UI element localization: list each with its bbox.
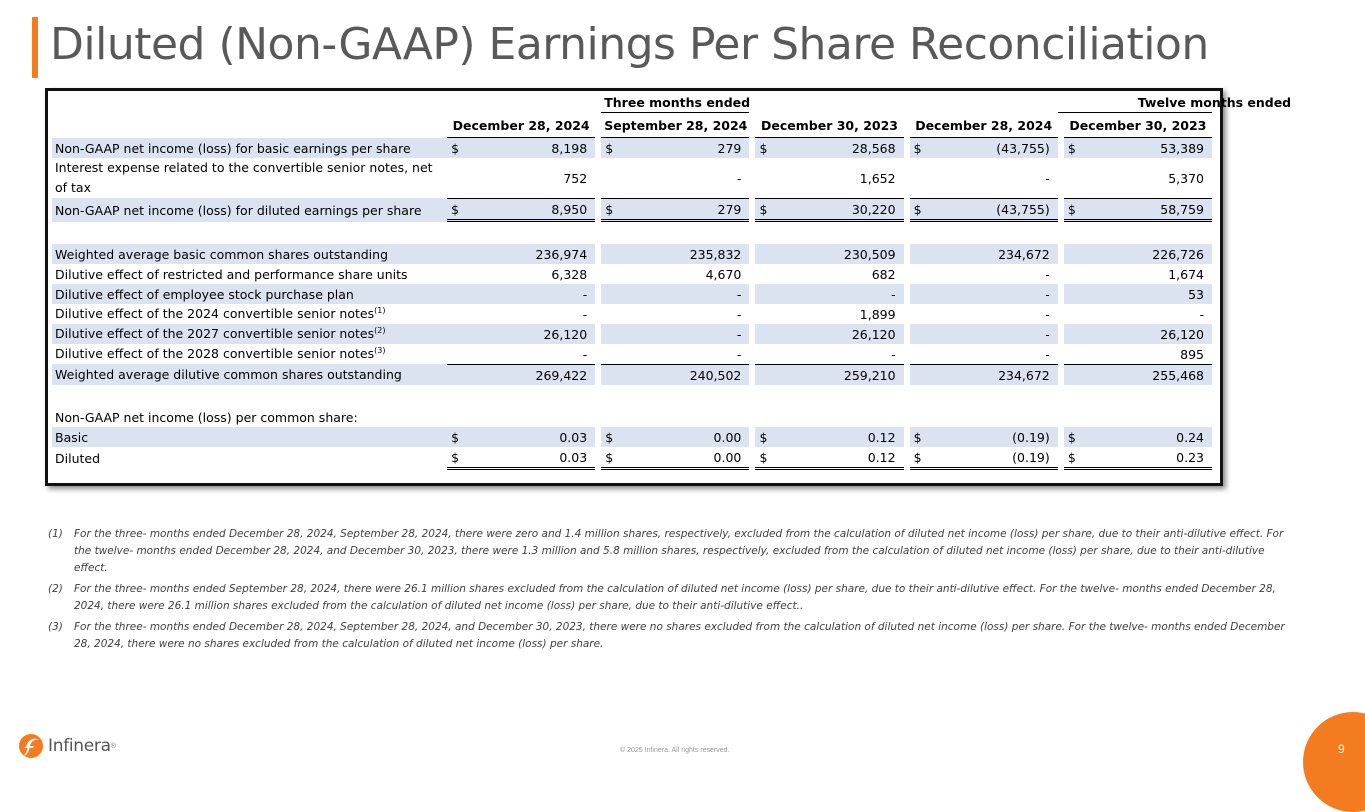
table-row — [52, 244, 1212, 264]
footnote-text: For the three- months ended December 28, 2024, September 28, 2024, and December 30, 2023, there were no shares excluded from the calculation of diluted net income (loss) per share. For the twelve- months ended December 28, 2024, there were no shares excluded from the calculation of diluted net income (loss) per share. — [74, 621, 1285, 650]
row-label: Dilutive effect of restricted and performance share units — [55, 266, 408, 282]
table-cell: 1,674 — [1168, 266, 1204, 282]
footnote-text: For the three- months ended December 28, 2024, September 28, 2024, there were zero and 1.4 million shares, respectively, excluded from the calculation of diluted net income (loss) per share, due to their anti-dilutive effect. For the twelve- months ended December 28, 2024, and December 30, 2023, there were 1.3 million and 5.8 million shares, respectively, excluded from the calculation of diluted net income (loss) per share, due to their anti-dilutive effect. — [74, 528, 1284, 574]
table-row — [52, 158, 1212, 198]
table-row — [52, 138, 1212, 158]
table-cell: - — [736, 346, 742, 362]
table-cell: - — [736, 306, 742, 322]
table-cell — [910, 407, 1058, 427]
table-cell: 259,210 — [755, 364, 903, 385]
table-cell: $ 53,389 — [1064, 138, 1212, 158]
row-label: Dilutive effect of employee stock purchase plan — [52, 284, 447, 304]
row-label: Weighted average basic common shares outstanding — [52, 244, 447, 264]
row-label: Dilutive effect of the 2024 convertible senior notes$^{(1)}$ — [55, 306, 386, 322]
group-header-row — [52, 93, 1212, 113]
table-cell: $ 30,220 — [755, 198, 903, 222]
table-cell: - — [1045, 266, 1050, 282]
table-cell: 5,370 — [1168, 170, 1204, 186]
table-cell: 236,974 — [447, 244, 595, 264]
footnote-marker: (1) — [48, 528, 63, 540]
table-cell — [755, 407, 903, 427]
table-cell: $ (43,755) — [910, 138, 1058, 158]
page-title: Diluted (Non-GAAP) Earnings Per Share Reconciliation — [50, 19, 1209, 70]
table-cell: - — [601, 324, 749, 344]
table-cell: 1,899 — [859, 306, 896, 322]
infinera-logo — [18, 733, 116, 759]
table-cell: - — [1045, 346, 1050, 362]
spacer-row — [52, 385, 1212, 407]
row-label: Dilutive effect of the 2027 convertible senior notes$^{(2)}$ — [52, 324, 447, 344]
table-cell: $ (0.19) — [910, 427, 1058, 447]
table-cell: 26,120 — [755, 324, 903, 344]
table-cell — [1064, 407, 1212, 427]
table-cell: $ 0.24 — [1064, 427, 1212, 447]
row-label: Basic — [52, 427, 447, 447]
table-cell: $ 279 — [601, 138, 749, 158]
table-row — [52, 407, 1212, 427]
table-cell: 235,832 — [601, 244, 749, 264]
table-row — [52, 344, 1212, 364]
table-cell: 234,672 — [910, 364, 1058, 385]
table-cell: $ 0.00 — [601, 427, 749, 447]
table-cell: 53 — [1064, 284, 1212, 304]
table-cell: - — [910, 324, 1058, 344]
table-cell — [447, 407, 595, 427]
page-number: 9 — [1338, 742, 1345, 756]
title-accent-bar — [32, 17, 38, 78]
table-cell: 682 — [871, 266, 896, 282]
table-cell: 226,726 — [1064, 244, 1212, 264]
table-cell: 234,672 — [910, 244, 1058, 264]
column-header: December 30, 2023 — [755, 113, 903, 138]
row-label: Non-GAAP net income (loss) for basic earnings per share — [52, 138, 447, 158]
footnote-marker: (2) — [48, 583, 63, 595]
footnote — [48, 619, 1288, 653]
spacer-row — [52, 222, 1212, 244]
column-header-row — [52, 113, 1212, 138]
table-row — [52, 284, 1212, 304]
row-label: Dilutive effect of the 2028 convertible senior notes$^{(3)}$ — [55, 346, 386, 362]
row-label: Diluted — [55, 451, 101, 466]
table-cell: $ 0.12 — [755, 427, 903, 447]
table-cell: - — [755, 284, 903, 304]
table-cell: - — [447, 284, 595, 304]
table-cell: - — [1199, 306, 1204, 322]
table-row — [52, 324, 1212, 344]
row-label: Interest expense related to the convertible senior notes, net of tax — [55, 160, 433, 195]
table-cell: $ 0.03 — [447, 427, 595, 447]
table-row — [52, 264, 1212, 284]
footnote-text: For the three- months ended September 28, 2024, there were 26.1 million shares excluded from the calculation of diluted net income (loss) per share, due to their anti-dilutive effect. For the twelve- months ended December 28, 2024, there were 26.1 million shares excluded from the calculation of diluted net income (loss) per share, due to their anti-dilutive effect.. — [74, 583, 1276, 612]
column-header: December 28, 2024 — [447, 113, 595, 138]
table-cell: $ 8,950 — [447, 198, 595, 222]
table-cell — [601, 407, 749, 427]
footnotes — [48, 526, 1288, 657]
infinera-logo-icon — [18, 733, 44, 759]
table-cell: 240,502 — [601, 364, 749, 385]
column-header: December 28, 2024 — [910, 113, 1058, 138]
logo-wordmark: Infinera — [48, 736, 111, 756]
table-cell: $ 279 — [601, 198, 749, 222]
table-row — [52, 427, 1212, 447]
table-cell: $ 58,759 — [1064, 198, 1212, 222]
table-cell: $ 0.00 — [601, 447, 749, 470]
page-number-badge — [1303, 712, 1365, 812]
table-cell: $ 0.03 — [447, 447, 595, 470]
table-cell: 4,670 — [705, 266, 742, 282]
table-cell: 752 — [563, 170, 588, 186]
footnote — [48, 581, 1288, 615]
footnote-marker: (3) — [48, 621, 63, 633]
table-row — [52, 304, 1212, 324]
table-cell: - — [891, 346, 896, 362]
table-cell: $ 0.23 — [1064, 447, 1212, 470]
reconciliation-table — [52, 93, 1292, 470]
table-cell: $ 8,198 — [447, 138, 595, 158]
group-header-three-months: Three months ended — [601, 93, 749, 113]
copyright-notice: © 2025 Infinera. All rights reserved. — [620, 747, 730, 754]
table-cell: - — [1045, 306, 1050, 322]
row-label: Non-GAAP net income (loss) for diluted earnings per share — [52, 198, 447, 222]
table-cell: - — [582, 346, 588, 362]
table-cell: - — [1045, 170, 1050, 186]
row-label: Weighted average dilutive common shares outstanding — [52, 364, 447, 385]
table-cell: 895 — [1180, 346, 1204, 362]
table-cell: 230,509 — [755, 244, 903, 264]
table-cell: 255,468 — [1064, 364, 1212, 385]
table-cell: $ 0.12 — [755, 447, 903, 470]
column-header: December 30, 2023 — [1064, 113, 1212, 138]
column-header: September 28, 2024 — [601, 113, 749, 138]
table-cell: 269,422 — [447, 364, 595, 385]
table-cell: - — [736, 170, 742, 186]
table-cell: $ (43,755) — [910, 198, 1058, 222]
table-cell: - — [601, 284, 749, 304]
table-row — [52, 447, 1212, 470]
table-row — [52, 198, 1212, 222]
table-cell: 6,328 — [551, 266, 588, 282]
table-cell: - — [910, 284, 1058, 304]
group-header-twelve-months: Twelve months ended — [1058, 93, 1212, 113]
footnote — [48, 526, 1288, 577]
table-cell: $ (0.19) — [910, 447, 1058, 470]
table-cell: $ 28,568 — [755, 138, 903, 158]
registered-mark: ® — [110, 742, 116, 750]
table-cell: 26,120 — [447, 324, 595, 344]
reconciliation-table-frame — [45, 88, 1292, 486]
table-cell: 1,652 — [859, 170, 896, 186]
table-cell: 26,120 — [1064, 324, 1212, 344]
table-row — [52, 364, 1212, 385]
table-cell: - — [582, 306, 588, 322]
row-label: Non-GAAP net income (loss) per common share: — [52, 407, 447, 427]
